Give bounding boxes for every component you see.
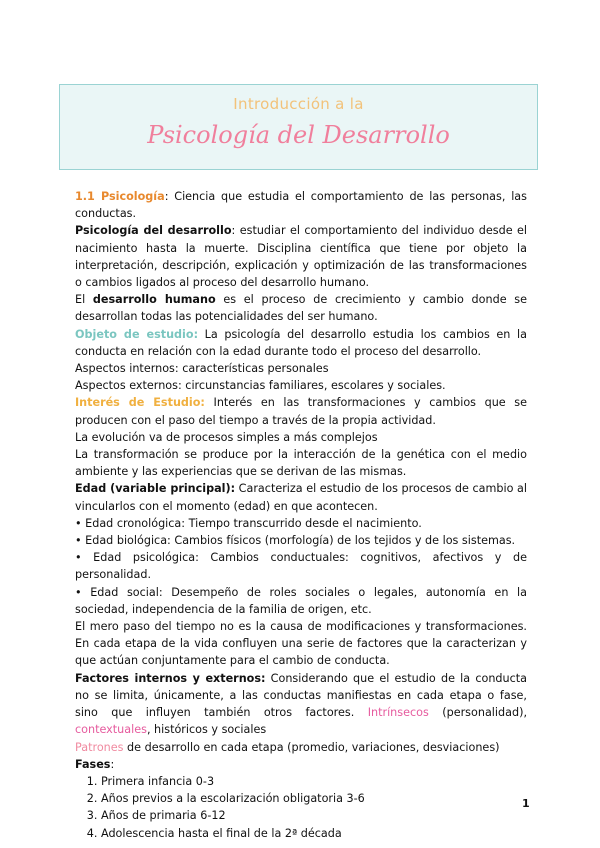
paragraph-patrones bbox=[75, 739, 527, 756]
paragraph-text: de desarrollo en cada etapa (promedio, variaciones, desviaciones) bbox=[123, 740, 500, 754]
list-item: 1. Primera infancia 0-3 bbox=[101, 773, 527, 790]
paragraph-text: (personalidad), bbox=[428, 706, 527, 720]
paragraph-text: es el proceso de crecimiento y cambio donde se desarrollan todas las potencialidades del ser humano. bbox=[75, 293, 528, 324]
page-number: 1 bbox=[522, 797, 530, 810]
paragraph-aspectos-externos: Aspectos externos: circunstancias familiares, escolares y sociales. bbox=[75, 379, 446, 393]
paragraph-factores bbox=[75, 670, 527, 739]
document-body bbox=[75, 188, 527, 842]
list-item: 2. Años previos a la escolarización obligatoria 3-6 bbox=[101, 790, 527, 807]
paragraph-text: El bbox=[75, 293, 93, 307]
paragraph-paso-tiempo: El mero paso del tiempo no es la causa de modificaciones y transformaciones. En cada etapa de la vida confluyen una serie de factores que la caracterizan y que actúan conjuntamente para el cambio de conducta. bbox=[75, 620, 527, 668]
paragraph-aspectos-internos: Aspectos internos: características personales bbox=[75, 362, 329, 376]
paragraph-text: : Ciencia que estudia el comportamiento de las personas, las conductas. bbox=[75, 190, 527, 221]
term-contextuales: contextuales bbox=[75, 723, 147, 737]
paragraph-psicologia bbox=[75, 188, 527, 222]
paragraph-text: , históricos y sociales bbox=[146, 723, 267, 737]
paragraph-evolucion: La evolución va de procesos simples a más complejos bbox=[75, 430, 378, 444]
paragraph-edad bbox=[75, 480, 527, 514]
term-factores: Factores internos y externos: bbox=[75, 671, 266, 685]
bullet-edad-cronologica: • Edad cronológica: Tiempo transcurrido desde el nacimiento. bbox=[75, 516, 422, 530]
title-box bbox=[59, 84, 538, 170]
paragraph-text: : estudiar el comportamiento del individuo desde el nacimiento hasta la muerte. Disciplina científica que tiene por objeto la interpretación, descripción, explicación y optimización de las transformaciones o cambios ligados al proceso del desarrollo humano. bbox=[75, 224, 527, 290]
term-psicologia-desarrollo: Psicología del desarrollo bbox=[75, 224, 232, 238]
fases-list bbox=[75, 773, 527, 842]
bullet-edad-psicologica: • Edad psicológica: Cambios conductuales: cognitivos, afectivos y de personalidad. bbox=[75, 551, 527, 582]
term-intrinsecos: Intrínsecos bbox=[367, 706, 429, 720]
term-fases: Fases bbox=[75, 757, 111, 771]
paragraph-text: La psicología del desarrollo estudia los cambios en la conducta en relación con la edad durante todo el proceso del desarrollo. bbox=[75, 327, 527, 358]
term-interes-estudio: Interés de Estudio: bbox=[75, 396, 205, 410]
bullet-edad-biologica: • Edad biológica: Cambios físicos (morfología) de los tejidos y de los sistemas. bbox=[75, 534, 516, 548]
paragraph-transformacion: La transformación se produce por la interacción de la genética con el medio ambiente y las experiencias que se derivan de las mismas. bbox=[75, 448, 527, 479]
list-item: 4. Adolescencia hasta el final de la 2ª década bbox=[101, 825, 527, 842]
list-item: 3. Años de primaria 6-12 bbox=[101, 807, 527, 824]
bullet-edad-social: • Edad social: Desempeño de roles sociales o legales, autonomía en la sociedad, independencia de la familia de origen, etc. bbox=[75, 585, 527, 616]
term-psicologia: 1.1 Psicología bbox=[75, 190, 165, 203]
paragraph-text: : bbox=[110, 757, 115, 771]
paragraph-desarrollo-humano bbox=[75, 291, 527, 325]
term-patrones: Patrones bbox=[75, 740, 124, 754]
title-line-1: Introducción a la bbox=[233, 95, 364, 113]
paragraph-text: Caracteriza el estudio de los procesos de cambio al vincularlos con el momento (edad) en que acontecen. bbox=[75, 482, 527, 513]
fases-heading bbox=[75, 756, 527, 773]
paragraph-psicologia-desarrollo bbox=[75, 222, 527, 291]
term-desarrollo-humano: desarrollo humano bbox=[92, 293, 216, 307]
paragraph-interes-estudio bbox=[75, 394, 527, 428]
term-objeto-estudio: Objeto de estudio: bbox=[75, 327, 199, 341]
paragraph-text: Interés en las transformaciones y cambios que se producen con el paso del tiempo a través de la propia actividad. bbox=[75, 396, 527, 427]
term-edad: Edad (variable principal): bbox=[75, 482, 236, 496]
paragraph-objeto-estudio bbox=[75, 326, 527, 360]
paragraph-text: Considerando que el estudio de la conducta no se limita, únicamente, a las conductas manifiestas en cada etapa o fase, sino que influyen también otros factores. bbox=[75, 671, 527, 720]
document-title: Psicología del Desarrollo bbox=[147, 121, 450, 149]
